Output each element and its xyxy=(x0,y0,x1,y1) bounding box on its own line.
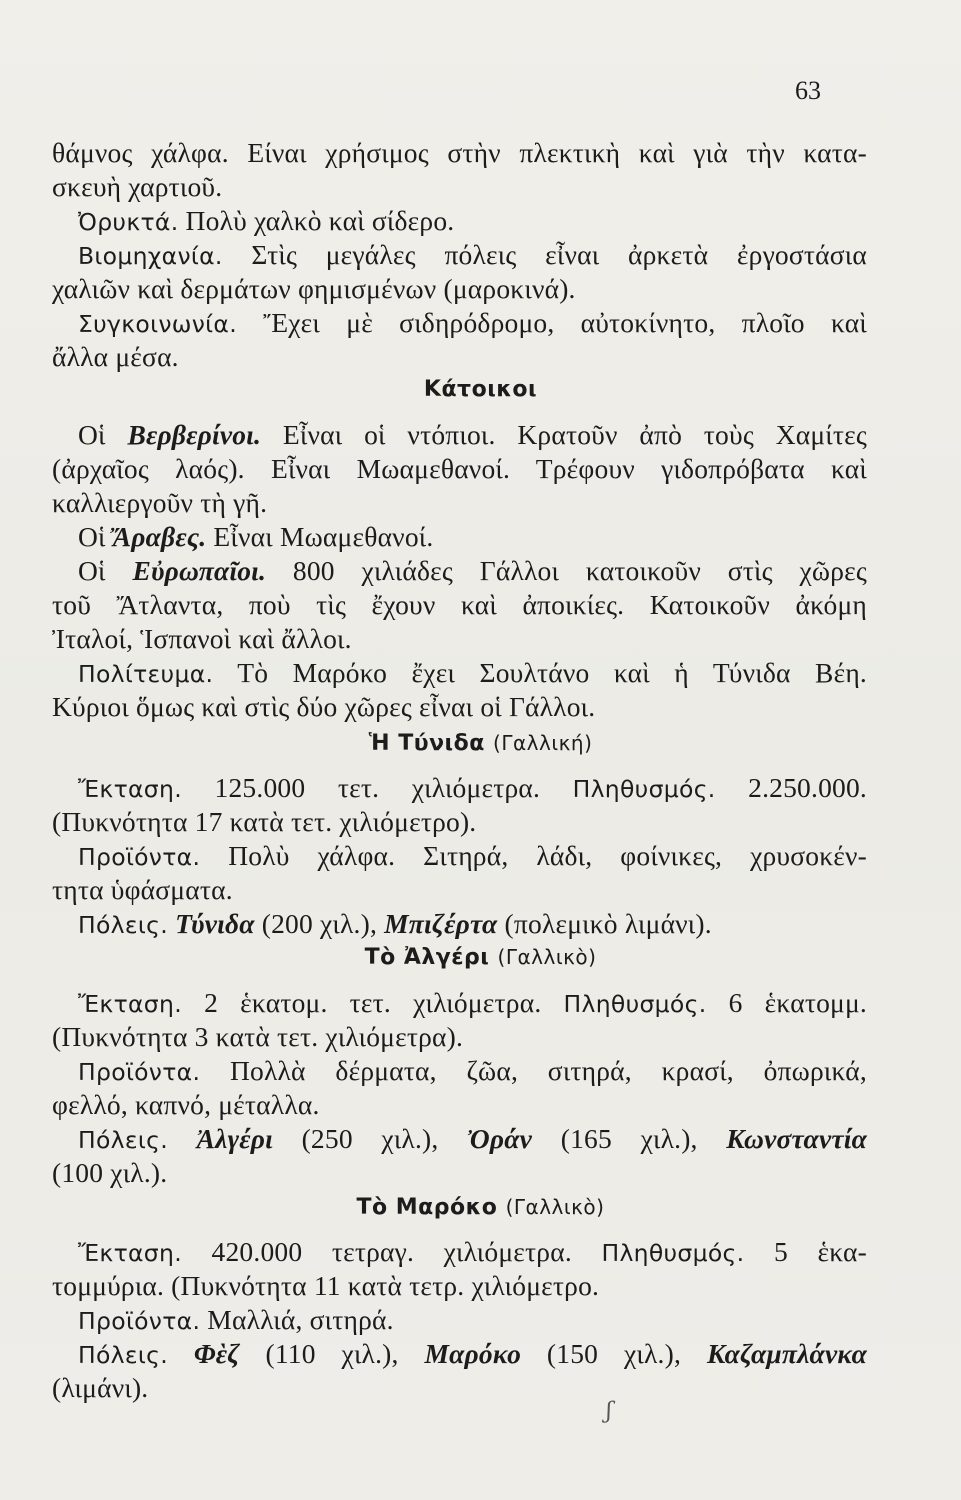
transport-paragraph xyxy=(78,306,867,341)
minerals-label: Ὀρυκτά. xyxy=(78,208,179,236)
section-heading-tunisia xyxy=(0,728,961,759)
industry-paragraph xyxy=(78,238,867,273)
city-tunis: Τύνιδα xyxy=(175,908,255,939)
algeria-heading-sub: (Γαλλικὸ) xyxy=(497,945,597,969)
page-number: 63 xyxy=(795,76,821,105)
tunisia-area-text: 125.000 τετ. χιλιόμετρα. xyxy=(181,772,541,803)
algeria-area-label: Ἔκταση. xyxy=(78,990,182,1018)
algeria-area-paragraph xyxy=(78,986,867,1021)
europeans-line-2: τοῦ Ἄτλαντα, ποὺ τὶς ἔχουν καὶ ἀποικίες. Κατοικοῦν ἀκόμη xyxy=(52,589,867,620)
berbers-line-3: καλλιεργοῦν τὴ γῆ. xyxy=(52,487,268,518)
city-marrakesh-info: (150 χιλ.), xyxy=(521,1338,707,1369)
city-algiers-info: (250 χιλ.), xyxy=(272,1123,468,1154)
government-paragraph xyxy=(78,656,867,691)
algeria-density: (Πυκνότητα 3 κατὰ τετ. χιλιόμετρα). xyxy=(52,1021,464,1052)
city-constantine: Κωνσταντία xyxy=(726,1123,868,1154)
europeans-text: 800 χιλιάδες Γάλλοι κατοικοῦν στὶς χῶρες xyxy=(266,555,867,586)
algeria-products-paragraph xyxy=(78,1054,867,1089)
europeans-line-3: Ἰταλοί, Ἱσπανοὶ καὶ ἄλλοι. xyxy=(52,623,352,654)
algeria-area-text: 2 ἑκατομ. τετ. χιλιόμετρα. xyxy=(181,987,542,1018)
government-label: Πολίτευμα. xyxy=(78,660,214,688)
europeans-paragraph xyxy=(78,554,867,588)
morocco-density: τομμύρια. (Πυκνότητα 11 κατὰ τετρ. χιλιόμετρο. xyxy=(52,1270,600,1301)
section-heading-inhabitants: Κάτοικοι xyxy=(423,377,538,402)
transport-label: Συγκοινωνία. xyxy=(78,310,237,338)
city-oran-info: (165 χιλ.), xyxy=(532,1123,727,1154)
ink-mark: ʃ xyxy=(606,1399,612,1424)
tunisia-population-text: 2.250.000. xyxy=(715,772,868,803)
algeria-population-text: 6 ἑκατομμ. xyxy=(706,987,867,1018)
europeans-lead: Οἱ xyxy=(78,555,133,586)
city-oran: Ὀράν xyxy=(467,1123,533,1154)
morocco-area-text: 420.000 τετραγ. χιλιόμετρα. xyxy=(181,1236,572,1267)
berbers-text: Εἶναι οἱ ντόπιοι. Κρατοῦν ἀπὸ τοὺς Χαμίτες xyxy=(261,419,867,450)
minerals-paragraph xyxy=(78,204,867,239)
arabs-lead: Οἱ xyxy=(78,521,113,552)
transport-text: Ἔχει μὲ σιδηρόδρομο, αὐτοκίνητο, πλοῖο καὶ xyxy=(236,307,867,338)
morocco-heading-title: Τὸ Μαρόκο xyxy=(356,1195,498,1220)
tunisia-population-label: Πληθυσμός. xyxy=(572,775,716,803)
arabs-term: Ἄραβες. xyxy=(112,521,207,552)
arabs-paragraph xyxy=(78,520,867,554)
tunisia-products-label: Προϊόντα. xyxy=(78,843,201,871)
morocco-cities-paragraph xyxy=(78,1337,867,1372)
tunisia-heading-sub: (Γαλλική) xyxy=(493,731,593,755)
transport-line-2: ἄλλα μέσα. xyxy=(52,341,179,372)
algeria-heading-title: Τὸ Ἀλγέρι xyxy=(364,945,490,970)
morocco-area-label: Ἔκταση. xyxy=(78,1239,182,1267)
morocco-products-text: Μαλλιά, σιτηρά. xyxy=(200,1304,394,1335)
section-heading-morocco xyxy=(0,1192,961,1223)
industry-label: Βιομηχανία. xyxy=(78,242,223,270)
city-bizerte-info: (πολεμικὸ λιμάνι). xyxy=(497,908,712,939)
industry-text: Στὶς μεγάλες πόλεις εἶναι ἀρκετὰ ἐργοστάσια xyxy=(222,239,867,270)
algeria-cities-label: Πόλεις. xyxy=(78,1126,168,1154)
industry-line-2: χαλιῶν καὶ δερμάτων φημισμένων (μαροκινά). xyxy=(52,273,576,304)
morocco-heading-sub: (Γαλλικὸ) xyxy=(505,1195,605,1219)
morocco-cities-label: Πόλεις. xyxy=(78,1341,168,1369)
intro-line-2: σκευὴ χαρτιοῦ. xyxy=(52,171,223,202)
algeria-cities-line-2: (100 χιλ.). xyxy=(52,1157,168,1188)
minerals-text: Πολὺ χαλκὸ καὶ σίδερο. xyxy=(178,205,455,236)
berbers-paragraph xyxy=(78,418,867,452)
tunisia-cities-label: Πόλεις. xyxy=(78,911,168,939)
tunisia-area-label: Ἔκταση. xyxy=(78,775,182,803)
arabs-text: Εἶναι Μωαμεθανοί. xyxy=(206,521,434,552)
government-text: Τὸ Μαρόκο ἔχει Σουλτάνο καὶ ἡ Τύνιδα Βέη. xyxy=(213,657,867,688)
government-line-2: Κύριοι ὅμως καὶ στὶς δύο χῶρες εἶναι οἱ Γάλλοι. xyxy=(52,691,596,722)
algeria-products-label: Προϊόντα. xyxy=(78,1058,201,1086)
section-heading-algeria xyxy=(0,942,961,973)
morocco-area-paragraph xyxy=(78,1235,867,1270)
city-algiers: Ἀλγέρι xyxy=(196,1123,273,1154)
algeria-products-text: Πολλὰ δέρματα, ζῶα, σιτηρά, κρασί, ὀπωρικά, xyxy=(200,1055,867,1086)
city-fez-info: (110 χιλ.), xyxy=(239,1338,425,1369)
berbers-line-2: (ἀρχαῖος λαός). Εἶναι Μωαμεθανοί. Τρέφουν γιδοπρόβατα καὶ xyxy=(52,453,867,484)
city-tunis-info: (200 χιλ.), xyxy=(254,908,385,939)
city-marrakesh: Μαρόκο xyxy=(424,1338,522,1369)
morocco-products-paragraph xyxy=(78,1303,867,1338)
city-bizerte: Μπιζέρτα xyxy=(384,908,498,939)
tunisia-cities-paragraph xyxy=(78,907,867,942)
algeria-products-line-2: φελλό, καπνό, μέταλλα. xyxy=(52,1089,320,1120)
berbers-lead: Οἱ xyxy=(78,419,128,450)
morocco-population-label: Πληθυσμός. xyxy=(601,1239,745,1267)
tunisia-heading-title: Ἡ Τύνιδα xyxy=(368,731,485,756)
tunisia-products-line-2: τητα ὑφάσματα. xyxy=(52,874,233,905)
tunisia-products-text: Πολὺ χάλφα. Σιτηρά, λάδι, φοίνικες, χρυσοκέν- xyxy=(200,840,867,871)
tunisia-products-paragraph xyxy=(78,839,867,874)
intro-line-1: θάμνος χάλφα. Είναι χρήσιμος στὴν πλεκτικὴ καὶ γιὰ τὴν κατα- xyxy=(52,137,867,168)
algeria-cities-paragraph xyxy=(78,1122,867,1157)
tunisia-density: (Πυκνότητα 17 κατὰ τετ. χιλιόμετρο). xyxy=(52,806,477,837)
morocco-population-text: 5 ἑκα- xyxy=(744,1236,868,1267)
city-fez: Φὲζ xyxy=(193,1338,240,1369)
algeria-population-label: Πληθυσμός. xyxy=(563,990,707,1018)
tunisia-area-paragraph xyxy=(78,771,867,806)
morocco-cities-line-2: (λιμάνι). xyxy=(52,1372,149,1403)
morocco-products-label: Προϊόντα. xyxy=(78,1307,201,1335)
berbers-term: Βερβερίνοι. xyxy=(127,419,262,450)
europeans-term: Εὐρωπαῖοι. xyxy=(132,555,267,586)
city-casablanca: Καζαμπλάνκα xyxy=(706,1338,868,1369)
